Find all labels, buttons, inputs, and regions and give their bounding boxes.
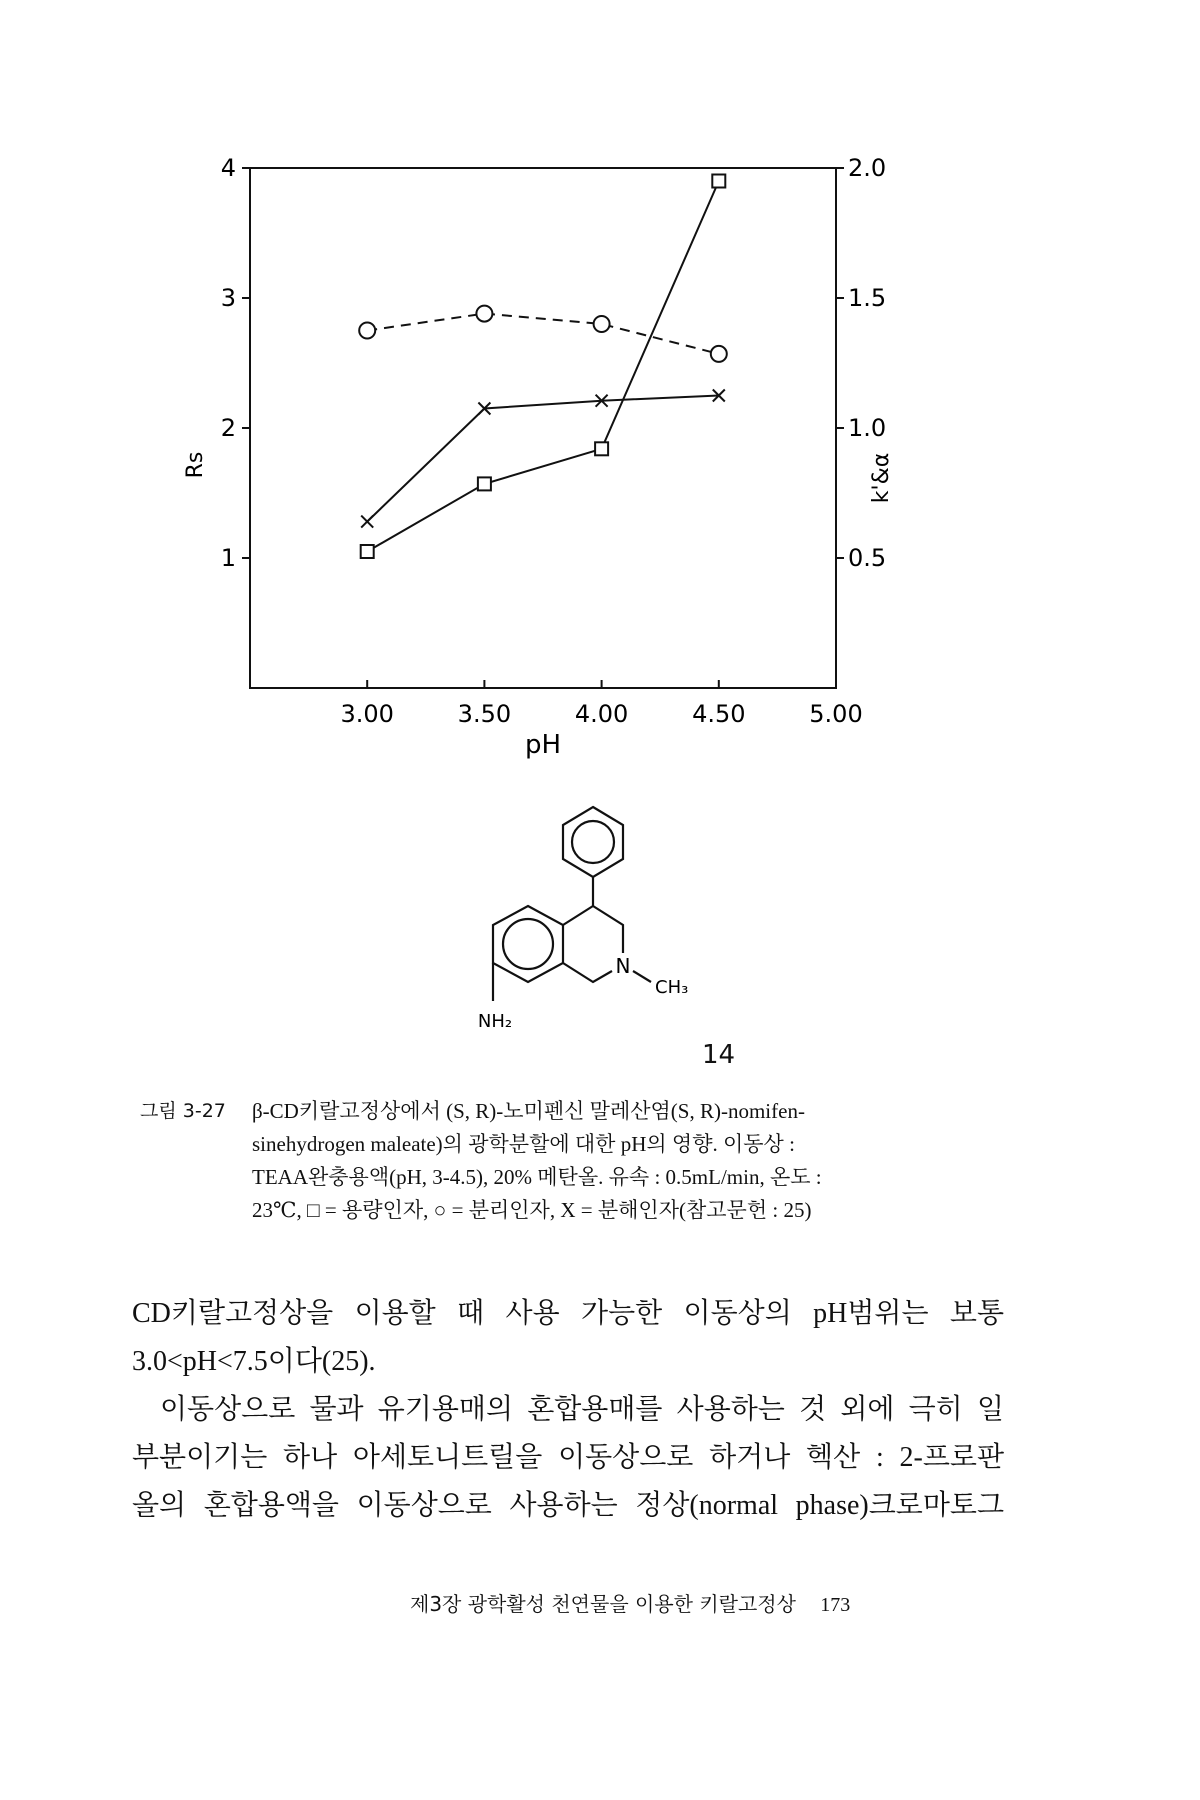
body-paragraphs xyxy=(132,1290,1004,1530)
caption-line: sinehydrogen maleate)의 광학분할에 대한 pH의 영향. 이동상 : xyxy=(252,1132,795,1156)
y-left-tick-label: 2 xyxy=(220,414,236,442)
x-axis-label: pH xyxy=(524,730,562,760)
square-marker xyxy=(595,442,608,455)
x-tick-label: 4.50 xyxy=(692,700,746,728)
series-circle xyxy=(359,306,727,362)
x-tick-label: 4.00 xyxy=(574,700,629,728)
series-square xyxy=(361,175,726,559)
body-line: 이동상으로 물과 유기용매의 혼합용매를 사용하는 것 외에 극히 일 xyxy=(160,1394,1004,1425)
caption-line: β-CD키랄고정상에서 (S, R)-노미펜신 말레산염(S, R)-nomifen- xyxy=(252,1099,805,1123)
y-left-tick-label: 4 xyxy=(220,154,236,182)
circle-marker xyxy=(359,323,375,339)
body-line: CD키랄고정상을 이용할 때 사용 가능한 이동상의 pH범위는 보통 xyxy=(132,1298,1004,1329)
y-right-tick-label: 0.5 xyxy=(848,544,887,572)
piperidine-ring-bonds xyxy=(563,906,623,953)
square-marker xyxy=(478,477,491,490)
x-tick-label: 5.00 xyxy=(809,700,863,728)
y-right-tick-label: 1.5 xyxy=(848,284,887,312)
series-x xyxy=(361,390,725,528)
y-axis-left xyxy=(221,154,250,572)
series-line-circle xyxy=(367,314,719,354)
y-axis-left-label: Rs xyxy=(183,451,208,479)
x-tick-label: 3.50 xyxy=(457,700,512,728)
ring-nitrogen-label: N xyxy=(615,954,631,978)
x-marker xyxy=(361,516,373,528)
plot-frame xyxy=(250,168,836,688)
circle-marker xyxy=(711,346,727,362)
series-line-x xyxy=(367,396,719,522)
y-right-tick-label: 2.0 xyxy=(848,154,887,182)
caption-text xyxy=(252,1095,1020,1227)
circle-marker xyxy=(594,316,610,332)
phenyl-aromatic-circle xyxy=(572,821,614,863)
methyl-label: CH₃ xyxy=(655,977,689,998)
y-axis-right xyxy=(836,154,886,572)
piperidine-ring-bonds-lower xyxy=(563,963,612,982)
y-left-tick-label: 3 xyxy=(220,284,236,312)
body-line: 올의 혼합용액을 이동상으로 사용하는 정상(normal phase)크로마토그 xyxy=(132,1490,1004,1521)
compound-number: 14 xyxy=(702,1040,736,1070)
square-marker xyxy=(712,175,725,188)
nomifensine-structure xyxy=(455,775,705,1045)
y-left-tick-label: 1 xyxy=(220,544,236,572)
x-tick-label: 3.00 xyxy=(340,700,394,728)
circle-marker xyxy=(476,306,492,322)
series-line-square xyxy=(367,181,719,552)
body-line: 부분이기는 하나 아세토니트릴을 이동상으로 하거나 헥산 : 2-프로판 xyxy=(132,1442,1004,1473)
y-right-tick-label: 1.0 xyxy=(848,414,887,442)
data-series xyxy=(359,175,727,559)
y-axis-right-label: k'&α xyxy=(869,452,894,504)
body-line: 3.0<pH<7.5이다(25). xyxy=(132,1346,376,1377)
square-marker xyxy=(361,545,374,558)
running-footer-chapter: 제3장 광학활성 천연물을 이용한 키랄고정상 xyxy=(410,1592,796,1616)
page-number: 173 xyxy=(820,1594,851,1616)
n-methyl-bond xyxy=(633,971,651,982)
amine-label: NH₂ xyxy=(477,1011,513,1032)
caption-line: TEAA완충용액(pH, 3-4.5), 20% 메탄올. 유속 : 0.5mL/min, 온도 : xyxy=(252,1165,822,1189)
page-footer xyxy=(410,1588,1010,1617)
benzo-aromatic-circle xyxy=(503,919,553,969)
ph-effect-chart xyxy=(150,120,930,760)
caption-label: 그림 3-27 xyxy=(140,1100,226,1122)
caption-line: 23℃, □ = 용량인자, ○ = 분리인자, X = 분해인자(참고문헌 : 25) xyxy=(252,1198,812,1222)
